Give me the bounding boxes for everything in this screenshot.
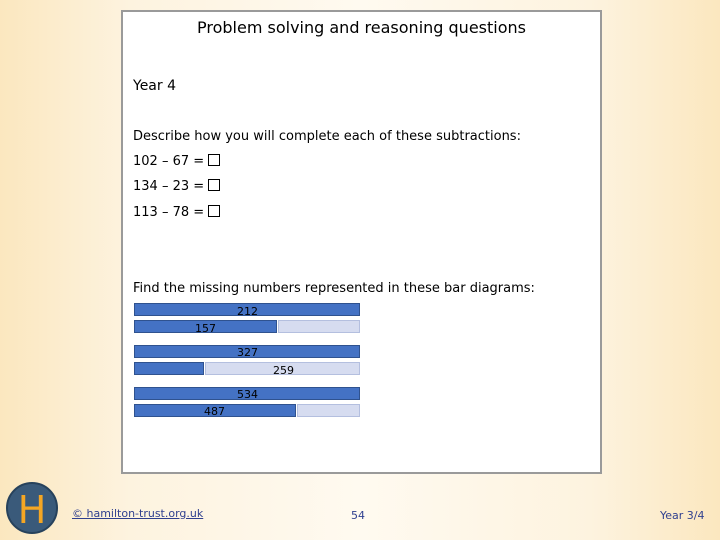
answer-box-1 <box>208 154 220 166</box>
hamilton-logo-icon: H <box>6 482 58 534</box>
bar-2-part-label: 259 <box>273 364 294 377</box>
worksheet-page <box>121 10 602 474</box>
bar-2-missing <box>134 362 204 375</box>
page-title: Problem solving and reasoning questions <box>197 18 526 37</box>
year-label: Year 3/4 <box>660 509 705 522</box>
bar-1-missing <box>278 320 360 333</box>
bar-2-total-label: 327 <box>237 346 258 359</box>
bar-1-total-label: 212 <box>237 305 258 318</box>
answer-box-2 <box>208 179 220 191</box>
bar-instruction: Find the missing numbers represented in these bar diagrams: <box>133 281 535 296</box>
year-heading: Year 4 <box>133 78 176 94</box>
bar-3-total-label: 534 <box>237 388 258 401</box>
bar-1-part-label: 157 <box>195 322 216 335</box>
answer-box-3 <box>208 205 220 217</box>
bar-3-part-label: 487 <box>204 405 225 418</box>
page-number: 54 <box>351 509 365 522</box>
equation-2: 134 – 23 = <box>133 179 220 194</box>
equation-3: 113 – 78 = <box>133 205 220 220</box>
subtraction-instruction: Describe how you will complete each of these subtractions: <box>133 129 521 144</box>
copyright-link[interactable]: © hamilton-trust.org.uk <box>72 507 204 520</box>
bar-3-missing <box>297 404 360 417</box>
equation-1: 102 – 67 = <box>133 154 220 169</box>
